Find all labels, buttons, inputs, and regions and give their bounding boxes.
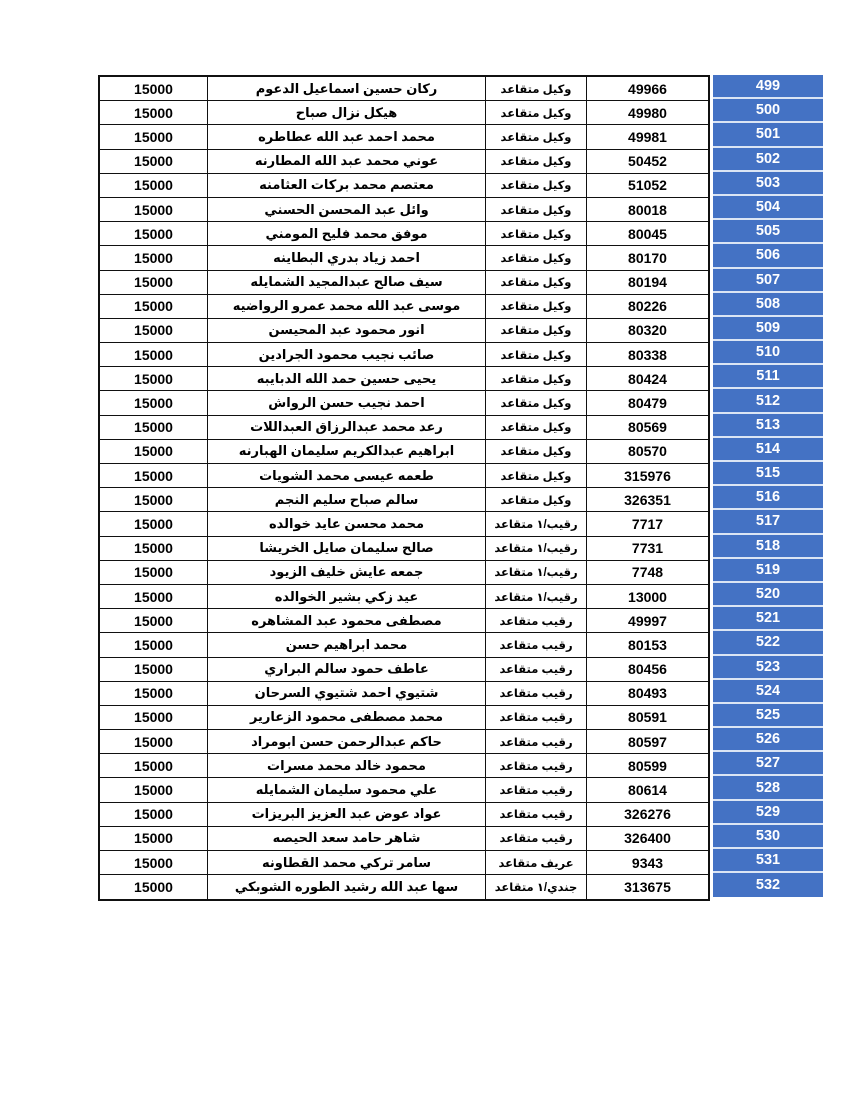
service-number-cell: 80045 [628, 225, 667, 242]
service-number-cell: 313675 [624, 879, 671, 896]
name-cell: انور محمود عبد المحيسن [208, 319, 486, 342]
table-row [100, 319, 708, 343]
service-number-cell: 80591 [628, 709, 667, 726]
service-number-cell: 326276 [624, 806, 671, 823]
table-row [100, 174, 708, 198]
serial-index-cell: 518 [713, 535, 823, 559]
table-row [100, 222, 708, 246]
serial-index-cell: 532 [713, 873, 823, 897]
name-cell: ابراهيم عبدالكريم سليمان الهبارنه [208, 440, 486, 463]
service-number-cell: 315976 [624, 467, 671, 484]
serial-index-cell: 499 [713, 75, 823, 99]
service-number-cell: 80599 [628, 757, 667, 774]
serial-index-cell: 503 [713, 172, 823, 196]
name-cell: صالح سليمان صايل الخريشا [208, 537, 486, 560]
service-number-cell: 49966 [628, 80, 667, 97]
name-cell: سالم صباح سليم النجم [208, 488, 486, 511]
amount-cell: 15000 [100, 827, 208, 850]
name-cell: عيد زكي بشير الخوالده [208, 585, 486, 608]
service-number-cell: 80226 [628, 298, 667, 315]
name-cell: وائل عبد المحسن الحسني [208, 198, 486, 221]
amount-cell: 15000 [100, 512, 208, 535]
table-row [100, 706, 708, 730]
rank-cell: وكيل متقاعد [486, 464, 587, 487]
rank-cell: وكيل متقاعد [486, 77, 587, 100]
rank-cell: عريف متقاعد [486, 851, 587, 874]
rank-cell: وكيل متقاعد [486, 295, 587, 318]
rank-cell: وكيل متقاعد [486, 319, 587, 342]
amount-cell: 15000 [100, 125, 208, 148]
rank-cell: رقيب متقاعد [486, 730, 587, 753]
table-row [100, 585, 708, 609]
service-number-cell: 80320 [628, 322, 667, 339]
rank-cell: وكيل متقاعد [486, 391, 587, 414]
serial-index-cell: 526 [713, 728, 823, 752]
serial-index-cell: 502 [713, 148, 823, 172]
service-number-cell: 80614 [628, 782, 667, 799]
serial-index-cell: 525 [713, 704, 823, 728]
amount-cell: 15000 [100, 633, 208, 656]
name-cell: محمد مصطفى محمود الزعارير [208, 706, 486, 729]
amount-cell: 15000 [100, 754, 208, 777]
table-row [100, 125, 708, 149]
rank-cell: رقيب متقاعد [486, 778, 587, 801]
service-number-cell: 7748 [631, 564, 664, 581]
amount-cell: 15000 [100, 488, 208, 511]
serial-index-cell: 527 [713, 752, 823, 776]
amount-cell: 15000 [100, 875, 208, 899]
rank-cell: جندي/١ متقاعد [486, 875, 587, 899]
table-row [100, 609, 708, 633]
rank-cell: وكيل متقاعد [486, 367, 587, 390]
serial-index-cell: 517 [713, 510, 823, 534]
service-number-cell: 13000 [628, 588, 667, 605]
amount-cell: 15000 [100, 367, 208, 390]
serial-index-cell: 514 [713, 438, 823, 462]
amount-cell: 15000 [100, 222, 208, 245]
table-row [100, 561, 708, 585]
name-cell: سها عبد الله رشيد الطوره الشوبكي [208, 875, 486, 899]
name-cell: محمود خالد محمد مسرات [208, 754, 486, 777]
service-number-cell: 80170 [628, 249, 667, 266]
service-number-cell: 7717 [631, 515, 664, 532]
amount-cell: 15000 [100, 803, 208, 826]
service-number-cell: 326351 [624, 491, 671, 508]
serial-index-column [713, 75, 823, 897]
table-row [100, 754, 708, 778]
rank-cell: رقيب/١ متقاعد [486, 561, 587, 584]
serial-index-cell: 505 [713, 220, 823, 244]
table-row [100, 682, 708, 706]
serial-index-cell: 524 [713, 680, 823, 704]
name-cell: يحيى حسين حمد الله الدبايبه [208, 367, 486, 390]
rank-cell: وكيل متقاعد [486, 150, 587, 173]
service-number-cell: 80456 [628, 661, 667, 678]
amount-cell: 15000 [100, 609, 208, 632]
amount-cell: 15000 [100, 101, 208, 124]
service-number-cell: 49997 [628, 612, 667, 629]
table-row [100, 271, 708, 295]
serial-index-cell: 507 [713, 269, 823, 293]
service-number-cell: 80569 [628, 419, 667, 436]
table-row [100, 875, 708, 899]
table-row [100, 246, 708, 270]
table-row [100, 851, 708, 875]
service-number-cell: 49980 [628, 104, 667, 121]
amount-cell: 15000 [100, 730, 208, 753]
table-row [100, 633, 708, 657]
amount-cell: 15000 [100, 440, 208, 463]
rank-cell: وكيل متقاعد [486, 125, 587, 148]
name-cell: عاطف حمود سالم البراري [208, 658, 486, 681]
serial-index-cell: 501 [713, 123, 823, 147]
serial-index-cell: 509 [713, 317, 823, 341]
table-row [100, 343, 708, 367]
name-cell: احمد نجيب حسن الرواش [208, 391, 486, 414]
name-cell: هيكل نزال صباح [208, 101, 486, 124]
serial-index-cell: 510 [713, 341, 823, 365]
serial-index-cell: 521 [713, 607, 823, 631]
amount-cell: 15000 [100, 682, 208, 705]
serial-index-cell: 504 [713, 196, 823, 220]
serial-index-cell: 528 [713, 776, 823, 800]
service-number-cell: 80570 [628, 443, 667, 460]
amount-cell: 15000 [100, 706, 208, 729]
name-cell: سامر تركي محمد القطاونه [208, 851, 486, 874]
table-row [100, 778, 708, 802]
name-cell: موسى عبد الله محمد عمرو الرواضيه [208, 295, 486, 318]
serial-index-cell: 500 [713, 99, 823, 123]
serial-index-cell: 506 [713, 244, 823, 268]
serial-index-cell: 529 [713, 801, 823, 825]
name-cell: عوني محمد عبد الله المطارنه [208, 150, 486, 173]
table-row [100, 440, 708, 464]
serial-index-cell: 511 [713, 365, 823, 389]
name-cell: حاكم عبدالرحمن حسن ابومراد [208, 730, 486, 753]
amount-cell: 15000 [100, 561, 208, 584]
service-number-cell: 80493 [628, 685, 667, 702]
service-number-cell: 49981 [628, 128, 667, 145]
rank-cell: وكيل متقاعد [486, 440, 587, 463]
amount-cell: 15000 [100, 295, 208, 318]
serial-index-cell: 516 [713, 486, 823, 510]
table-row [100, 391, 708, 415]
rank-cell: وكيل متقاعد [486, 488, 587, 511]
amount-cell: 15000 [100, 343, 208, 366]
table-row [100, 512, 708, 536]
table-row [100, 295, 708, 319]
service-number-cell: 80153 [628, 636, 667, 653]
name-cell: محمد ابراهيم حسن [208, 633, 486, 656]
amount-cell: 15000 [100, 150, 208, 173]
amount-cell: 15000 [100, 246, 208, 269]
serial-index-cell: 512 [713, 389, 823, 413]
serial-index-cell: 530 [713, 825, 823, 849]
table-row [100, 537, 708, 561]
service-number-cell: 51052 [628, 177, 667, 194]
rank-cell: رقيب متقاعد [486, 682, 587, 705]
name-cell: جمعه عايش خليف الزيود [208, 561, 486, 584]
serial-index-cell: 522 [713, 631, 823, 655]
serial-index-cell: 531 [713, 849, 823, 873]
name-cell: شتيوي احمد شتيوي السرحان [208, 682, 486, 705]
table-row [100, 150, 708, 174]
service-number-cell: 80338 [628, 346, 667, 363]
rank-cell: رقيب متقاعد [486, 633, 587, 656]
amount-cell: 15000 [100, 416, 208, 439]
name-cell: شاهر حامد سعد الحيصه [208, 827, 486, 850]
serial-index-cell: 515 [713, 462, 823, 486]
rank-cell: وكيل متقاعد [486, 101, 587, 124]
rank-cell: رقيب متقاعد [486, 754, 587, 777]
amount-cell: 15000 [100, 198, 208, 221]
name-cell: محمد احمد عبد الله عطاطره [208, 125, 486, 148]
name-cell: موفق محمد فليح المومني [208, 222, 486, 245]
name-cell: احمد زياد بدري البطاينه [208, 246, 486, 269]
table-row [100, 198, 708, 222]
table-row [100, 101, 708, 125]
rank-cell: وكيل متقاعد [486, 416, 587, 439]
amount-cell: 15000 [100, 464, 208, 487]
name-cell: عواد عوض عبد العزيز البريزات [208, 803, 486, 826]
serial-index-cell: 508 [713, 293, 823, 317]
amount-cell: 15000 [100, 391, 208, 414]
serial-index-cell: 519 [713, 559, 823, 583]
serial-index-cell: 513 [713, 414, 823, 438]
rank-cell: رقيب متقاعد [486, 706, 587, 729]
rank-cell: رقيب متقاعد [486, 803, 587, 826]
service-number-cell: 7731 [631, 540, 664, 557]
table-row [100, 367, 708, 391]
serial-index-cell: 523 [713, 656, 823, 680]
rank-cell: وكيل متقاعد [486, 198, 587, 221]
service-number-cell: 50452 [628, 153, 667, 170]
rank-cell: رقيب/١ متقاعد [486, 537, 587, 560]
rank-cell: رقيب متقاعد [486, 827, 587, 850]
service-number-cell: 80424 [628, 370, 667, 387]
rank-cell: رقيب/١ متقاعد [486, 512, 587, 535]
amount-cell: 15000 [100, 658, 208, 681]
rank-cell: وكيل متقاعد [486, 222, 587, 245]
rank-cell: وكيل متقاعد [486, 343, 587, 366]
service-number-cell: 326400 [624, 830, 671, 847]
retirees-table [98, 75, 710, 901]
name-cell: علي محمود سليمان الشمايله [208, 778, 486, 801]
name-cell: طعمه عيسى محمد الشويات [208, 464, 486, 487]
table-row [100, 658, 708, 682]
amount-cell: 15000 [100, 271, 208, 294]
table-row [100, 77, 708, 101]
table-row [100, 803, 708, 827]
amount-cell: 15000 [100, 778, 208, 801]
table-row [100, 464, 708, 488]
amount-cell: 15000 [100, 537, 208, 560]
name-cell: مصطفى محمود عبد المشاهره [208, 609, 486, 632]
rank-cell: رقيب/١ متقاعد [486, 585, 587, 608]
name-cell: رعد محمد عبدالرزاق العبداللات [208, 416, 486, 439]
rank-cell: رقيب متقاعد [486, 658, 587, 681]
amount-cell: 15000 [100, 174, 208, 197]
serial-index-cell: 520 [713, 583, 823, 607]
amount-cell: 15000 [100, 77, 208, 100]
name-cell: محمد محسن عايد خوالده [208, 512, 486, 535]
table-row [100, 416, 708, 440]
service-number-cell: 80597 [628, 733, 667, 750]
rank-cell: وكيل متقاعد [486, 174, 587, 197]
rank-cell: وكيل متقاعد [486, 271, 587, 294]
table-row [100, 488, 708, 512]
service-number-cell: 80018 [628, 201, 667, 218]
amount-cell: 15000 [100, 851, 208, 874]
service-number-cell: 80194 [628, 274, 667, 291]
table-row [100, 827, 708, 851]
name-cell: معتصم محمد بركات العثامنه [208, 174, 486, 197]
amount-cell: 15000 [100, 319, 208, 342]
rank-cell: وكيل متقاعد [486, 246, 587, 269]
service-number-cell: 9343 [631, 854, 664, 871]
amount-cell: 15000 [100, 585, 208, 608]
name-cell: سيف صالح عبدالمجيد الشمايله [208, 271, 486, 294]
name-cell: صائب نجيب محمود الجرادين [208, 343, 486, 366]
rank-cell: رقيب متقاعد [486, 609, 587, 632]
name-cell: ركان حسين اسماعيل الدعوم [208, 77, 486, 100]
table-row [100, 730, 708, 754]
service-number-cell: 80479 [628, 395, 667, 412]
